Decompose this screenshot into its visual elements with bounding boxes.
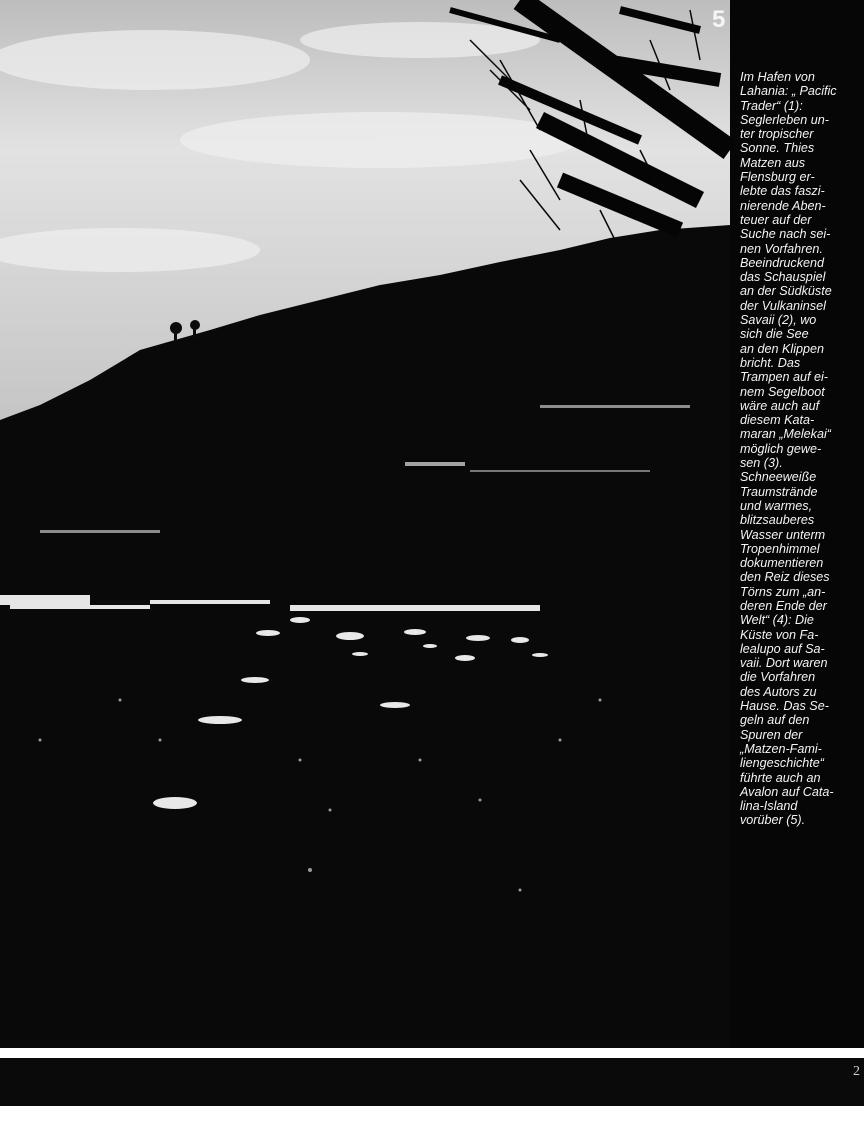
caption-line: Traumstrände bbox=[740, 484, 818, 499]
caption-line: Trampen auf ei- bbox=[740, 370, 828, 385]
caption-line: wäre auch auf bbox=[740, 398, 820, 413]
caption-line: nem Segelboot bbox=[740, 384, 825, 399]
caption-line: die Vorfahren bbox=[740, 670, 816, 685]
page-footer-band bbox=[0, 1058, 864, 1106]
caption-line: Trader“ (1): bbox=[740, 98, 803, 113]
caption-line: vorüber (5). bbox=[740, 813, 806, 828]
caption-line: Welt“ (4): Die bbox=[740, 613, 814, 628]
photo-caption bbox=[740, 70, 860, 828]
caption-line: Suche nach sei- bbox=[740, 227, 831, 242]
caption-line: „Matzen-Fami- bbox=[740, 741, 822, 756]
caption-line: führte auch an bbox=[740, 770, 821, 785]
caption-line: dokumentieren bbox=[740, 556, 824, 571]
caption-line: lebte das faszi- bbox=[740, 184, 825, 199]
caption-line: Spuren der bbox=[740, 727, 803, 742]
caption-line: nen Vorfahren. bbox=[740, 241, 823, 256]
caption-line: Küste von Fa- bbox=[740, 627, 819, 642]
caption-line: Avalon auf Cata- bbox=[740, 784, 834, 799]
caption-line: das Schauspiel bbox=[740, 270, 826, 285]
caption-line: Seglerleben un- bbox=[740, 112, 829, 127]
caption-line: an der Südküste bbox=[740, 284, 832, 299]
caption-line: liengeschichte“ bbox=[740, 756, 825, 771]
caption-line: der Vulkaninsel bbox=[740, 298, 826, 313]
caption-line: sen (3). bbox=[740, 456, 783, 471]
caption-line: blitzsauberes bbox=[740, 513, 815, 528]
caption-line: und warmes, bbox=[740, 498, 813, 513]
caption-line: geln auf den bbox=[740, 713, 810, 728]
caption-line: Matzen aus bbox=[740, 155, 806, 170]
caption-line: teuer auf der bbox=[740, 212, 812, 227]
caption-line: Hause. Das Se- bbox=[740, 699, 829, 714]
caption-line: Sonne. Thies bbox=[740, 141, 815, 156]
caption-line: Flensburg er- bbox=[740, 170, 815, 185]
caption-line: Lahania: „ Pacific bbox=[740, 84, 837, 99]
caption-line: Törns zum „an- bbox=[740, 584, 826, 599]
caption-line: lealupo auf Sa- bbox=[740, 641, 825, 656]
caption-line: Tropenhimmel bbox=[740, 541, 820, 556]
caption-line: an den Klippen bbox=[740, 341, 825, 356]
page-number: 2 bbox=[853, 1064, 860, 1079]
caption-line: Wasser unterm bbox=[740, 527, 826, 542]
caption-line: Im Hafen von bbox=[740, 70, 815, 84]
caption-line: des Autors zu bbox=[740, 684, 817, 699]
caption-line: Savaii (2), wo bbox=[740, 313, 817, 328]
caption-line: möglich gewe- bbox=[740, 441, 822, 456]
caption-line: den Reiz dieses bbox=[740, 570, 830, 585]
caption-line: diesem Kata- bbox=[740, 413, 815, 428]
caption-line: vaii. Dort waren bbox=[740, 656, 828, 671]
caption-line: deren Ende der bbox=[740, 598, 827, 613]
caption-line: bricht. Das bbox=[740, 355, 801, 370]
caption-line: lina-Island bbox=[740, 799, 798, 814]
caption-line: nierende Aben- bbox=[740, 198, 826, 213]
caption-line: Schneeweiße bbox=[740, 470, 817, 485]
caption-line: sich die See bbox=[740, 327, 809, 342]
caption-line: maran „Melekai“ bbox=[740, 427, 831, 442]
photo-number: 5 bbox=[712, 6, 726, 33]
caption-line: Beeindruckend bbox=[740, 255, 825, 270]
caption-line: ter tropischer bbox=[740, 127, 814, 142]
